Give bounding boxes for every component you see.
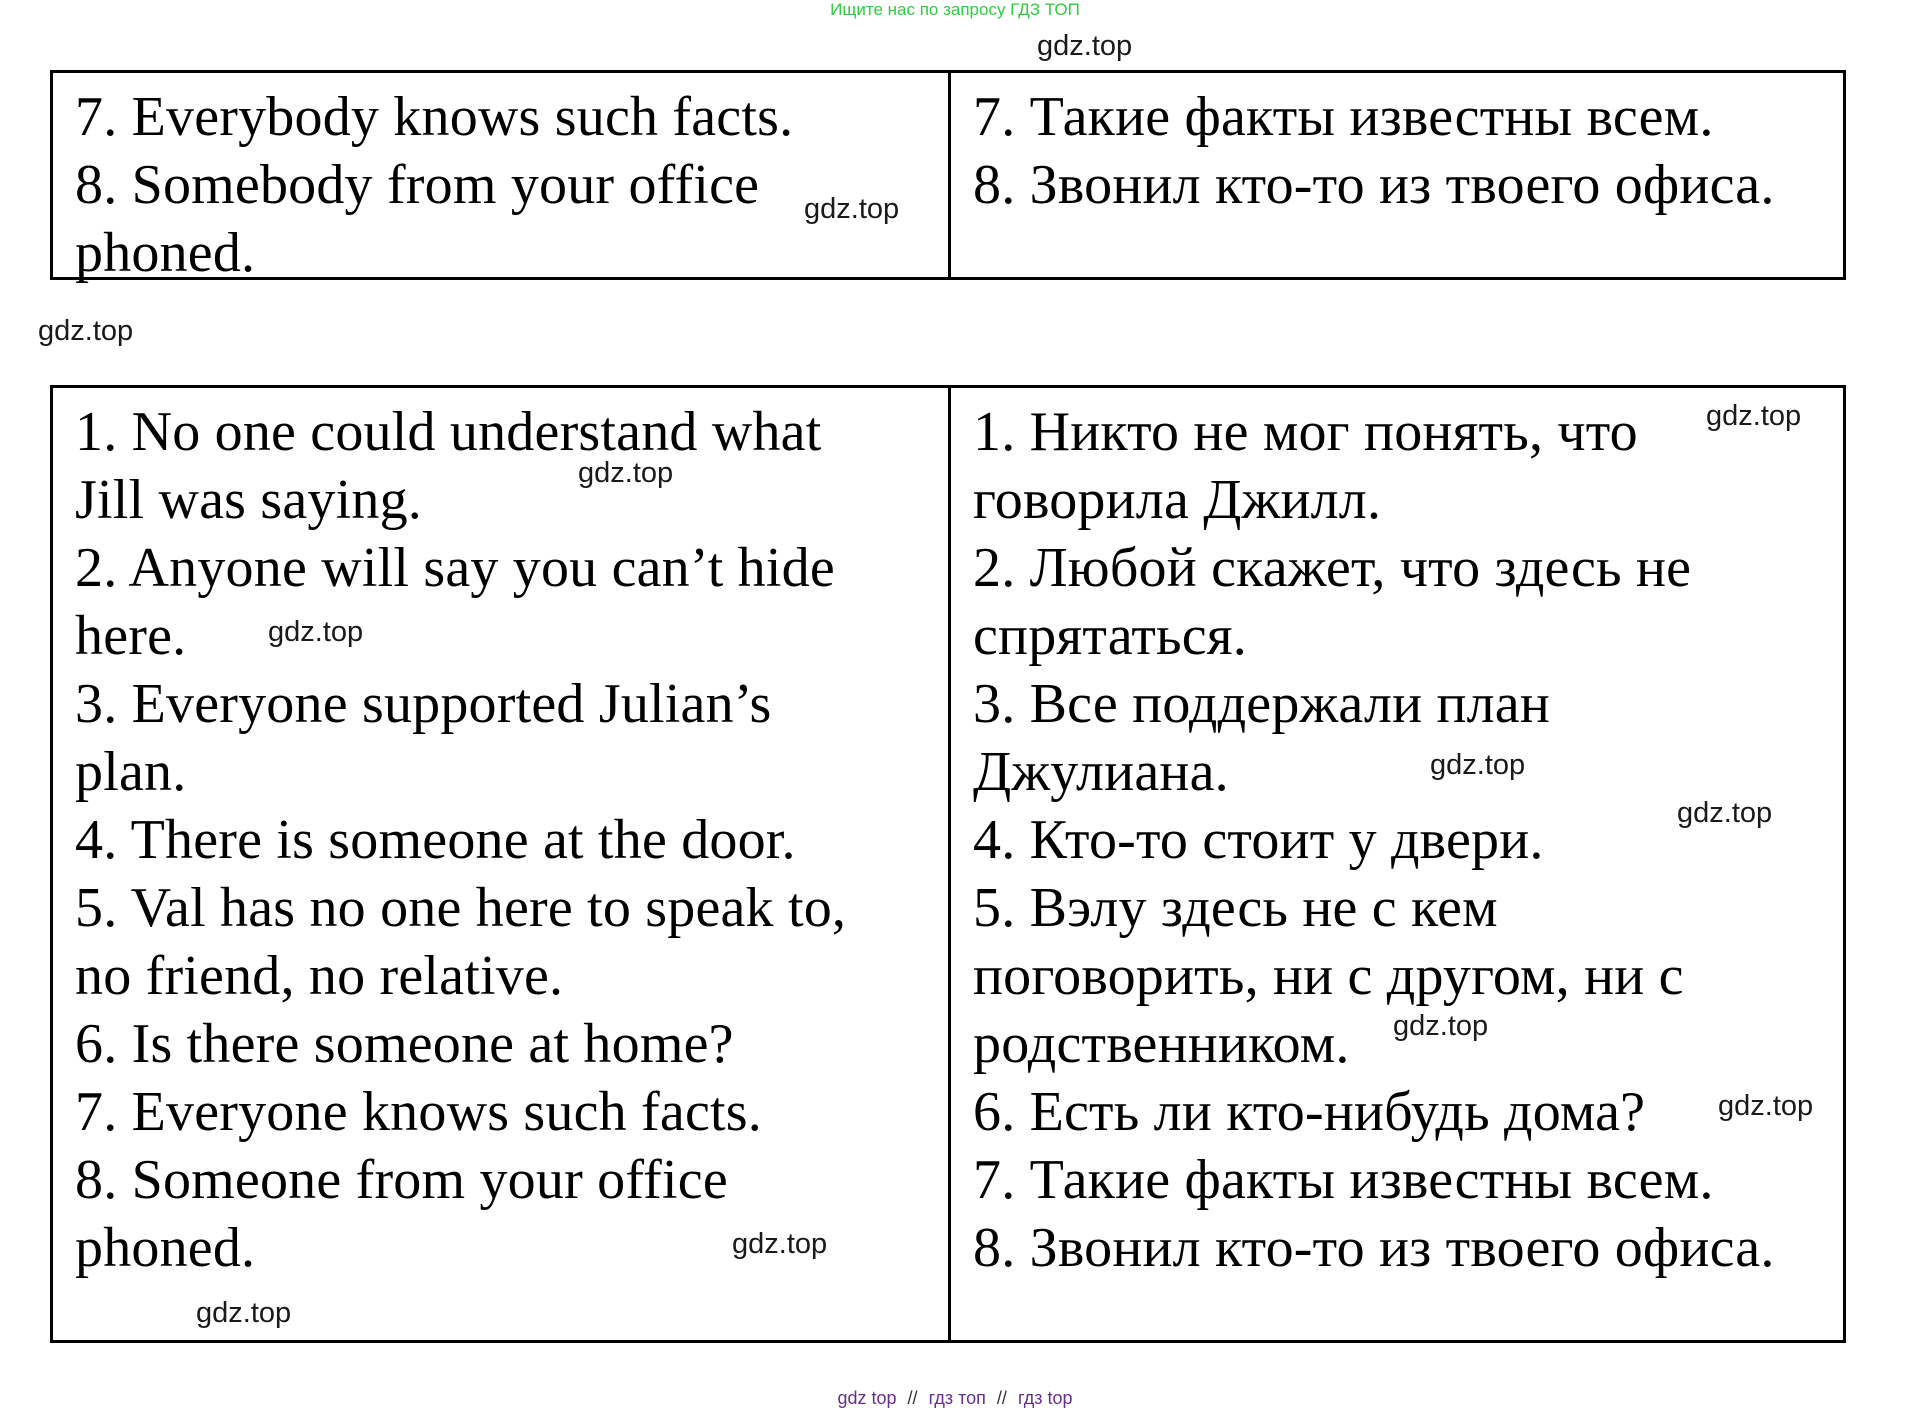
text-line: no friend, no relative. bbox=[75, 945, 564, 1007]
text-line: 5. Вэлу здесь не с кем bbox=[973, 877, 1498, 939]
watermark: gdz.top bbox=[1393, 1010, 1489, 1042]
watermark: gdz.top bbox=[1718, 1090, 1814, 1122]
watermark: gdz.top bbox=[1677, 797, 1773, 829]
footer-link[interactable]: гдз топ bbox=[928, 1388, 986, 1408]
text-line: говорила Джилл. bbox=[973, 469, 1382, 531]
russian-column bbox=[948, 73, 1843, 277]
watermark: gdz.top bbox=[732, 1228, 828, 1260]
text-line: 2. Любой скажет, что здесь не bbox=[973, 537, 1692, 599]
english-column bbox=[53, 73, 948, 284]
footer-separator: // bbox=[907, 1388, 918, 1408]
text-line: 3. Все поддержали план bbox=[973, 673, 1551, 735]
english-column bbox=[53, 388, 948, 1340]
watermark: gdz.top bbox=[1706, 400, 1802, 432]
footer-link[interactable]: gdz top bbox=[837, 1388, 897, 1408]
text-line: 7. Everybody knows such facts. bbox=[75, 86, 794, 148]
text-line: 4. Кто-то стоит у двери. bbox=[973, 809, 1544, 871]
watermark: gdz.top bbox=[804, 193, 900, 225]
text-line: phoned. bbox=[75, 222, 256, 284]
watermark: gdz.top bbox=[38, 315, 134, 347]
text-line: поговорить, ни с другом, ни с bbox=[973, 945, 1684, 1007]
text-line: 8. Звонил кто-то из твоего офиса. bbox=[973, 154, 1775, 216]
watermark: gdz.top bbox=[196, 1297, 292, 1329]
text-line: 6. Is there someone at home? bbox=[75, 1013, 734, 1075]
text-line: 6. Есть ли кто-нибудь дома? bbox=[973, 1081, 1646, 1143]
translation-table-bottom bbox=[50, 385, 1846, 1343]
translation-table-top bbox=[50, 70, 1846, 284]
text-line: родственником. bbox=[973, 1013, 1350, 1075]
text-line: 8. Somebody from your office bbox=[75, 154, 760, 216]
text-line: 8. Звонил кто-то из твоего офиса. bbox=[973, 1217, 1775, 1279]
text-line: 7. Everyone knows such facts. bbox=[75, 1081, 762, 1143]
text-line: спрятаться. bbox=[973, 605, 1247, 667]
text-line: 8. Someone from your office bbox=[75, 1149, 728, 1211]
watermark: gdz.top bbox=[268, 616, 364, 648]
text-line: 7. Такие факты известны всем. bbox=[973, 1149, 1714, 1211]
text-line: 1. No one could understand what bbox=[75, 401, 822, 463]
text-line: Jill was saying. bbox=[75, 469, 422, 531]
watermark: gdz.top bbox=[1430, 749, 1526, 781]
russian-column bbox=[948, 388, 1843, 1340]
footer-separator: // bbox=[996, 1388, 1007, 1408]
text-line: 5. Val has no one here to speak to, bbox=[75, 877, 847, 939]
top-banner: Ищите нас по запросу ГДЗ ТОП bbox=[830, 0, 1080, 19]
text-line: plan. bbox=[75, 741, 187, 803]
footer-link[interactable]: гдз top bbox=[1017, 1388, 1073, 1408]
text-line: Джулиана. bbox=[973, 741, 1229, 803]
text-line: 1. Никто не мог понять, что bbox=[973, 401, 1638, 463]
text-line: 2. Anyone will say you can’t hide bbox=[75, 537, 835, 599]
text-line: 7. Такие факты известны всем. bbox=[973, 86, 1714, 148]
text-line: phoned. bbox=[75, 1217, 256, 1279]
text-line: here. bbox=[75, 605, 187, 667]
text-line: 4. There is someone at the door. bbox=[75, 809, 796, 871]
watermark: gdz.top bbox=[578, 457, 674, 489]
footer-links bbox=[0, 1388, 1910, 1408]
text-line: 3. Everyone supported Julian’s bbox=[75, 673, 772, 735]
watermark: gdz.top bbox=[1037, 30, 1133, 62]
